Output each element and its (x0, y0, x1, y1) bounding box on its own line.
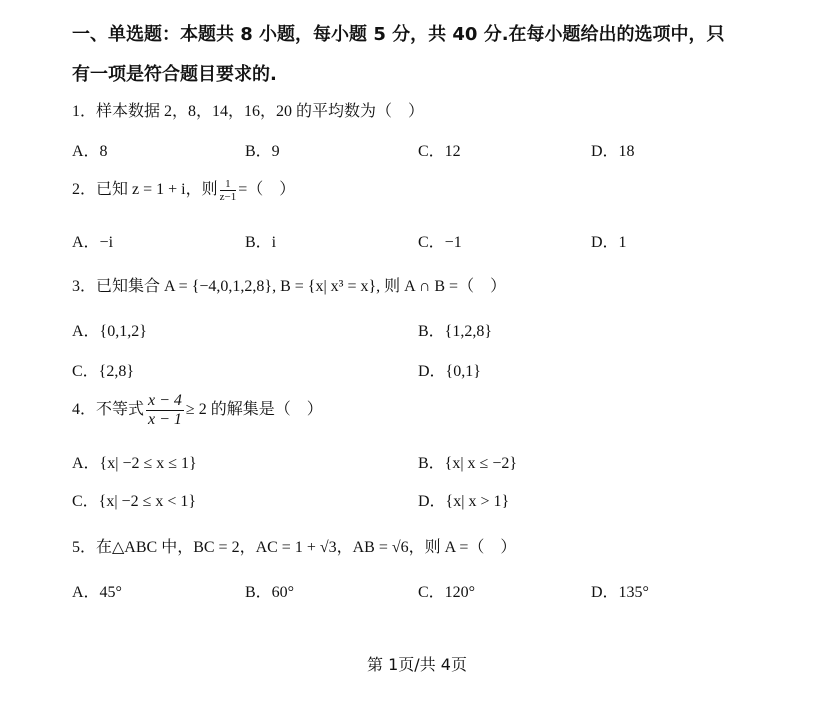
q3-option-d: D．{0,1} (418, 363, 481, 380)
q2-option-b: B．i (245, 234, 277, 251)
q2-option-d: D．1 (591, 234, 627, 251)
q4-fraction (146, 392, 184, 428)
section-title-line2: 有一项是符合题目要求的. (72, 64, 277, 85)
q5-option-b: B．60° (245, 584, 295, 601)
section-title-line1: 一、单选题：本题共 8 小题，每小题 5 分，共 40 分.在每小题给出的选项中，只 (72, 24, 725, 45)
q2-frac-den: z−1 (219, 190, 237, 203)
q5-option-c: C．120° (418, 584, 476, 601)
q4-stem-pre: 4．不等式 (72, 400, 145, 418)
q4-option-d: D．{x| x > 1} (418, 493, 510, 510)
question-4-stem (72, 392, 323, 428)
q4-stem-post: ≥ 2 的解集是（ ） (185, 400, 323, 418)
q1-option-a: A．8 (72, 143, 108, 160)
q5-option-d: D．135° (591, 584, 649, 601)
q5-option-a: A．45° (72, 584, 122, 601)
question-3-stem: 3．已知集合 A = {−4,0,1,2,8}, B = {x| x³ = x}, 则 A ∩ B =（ ） (72, 278, 507, 295)
q4-frac-num: x − 4 (148, 392, 182, 409)
q1-option-c: C．12 (418, 143, 461, 160)
q2-fraction (220, 178, 237, 203)
q2-stem-pre: 2．已知 z = 1 + i，则 (72, 181, 218, 198)
q4-option-a: A．{x| −2 ≤ x ≤ 1} (72, 455, 197, 472)
q2-stem-post: =（ ） (238, 181, 296, 198)
q4-option-b: B．{x| x ≤ −2} (418, 455, 518, 472)
question-1-stem: 1．样本数据 2，8，14，16，20 的平均数为（ ） (72, 103, 425, 120)
q1-option-d: D．18 (591, 143, 635, 160)
q1-option-b: B．9 (245, 143, 280, 160)
q2-option-a: A．−i (72, 234, 114, 251)
question-2-stem (72, 176, 295, 203)
q4-frac-den: x − 1 (148, 410, 182, 428)
q3-option-b: B．{1,2,8} (418, 323, 493, 340)
page-number-footer: 第 1页/共 4页 (367, 655, 467, 674)
q4-option-c: C．{x| −2 ≤ x < 1} (72, 493, 197, 510)
q3-option-c: C．{2,8} (72, 363, 135, 380)
q2-option-c: C．−1 (418, 234, 462, 251)
q2-frac-num: 1 (220, 178, 237, 191)
question-5-stem: 5．在△ABC 中，BC = 2，AC = 1 + √3，AB = √6，则 A =（ ） (72, 539, 517, 556)
q3-option-a: A．{0,1,2} (72, 323, 147, 340)
